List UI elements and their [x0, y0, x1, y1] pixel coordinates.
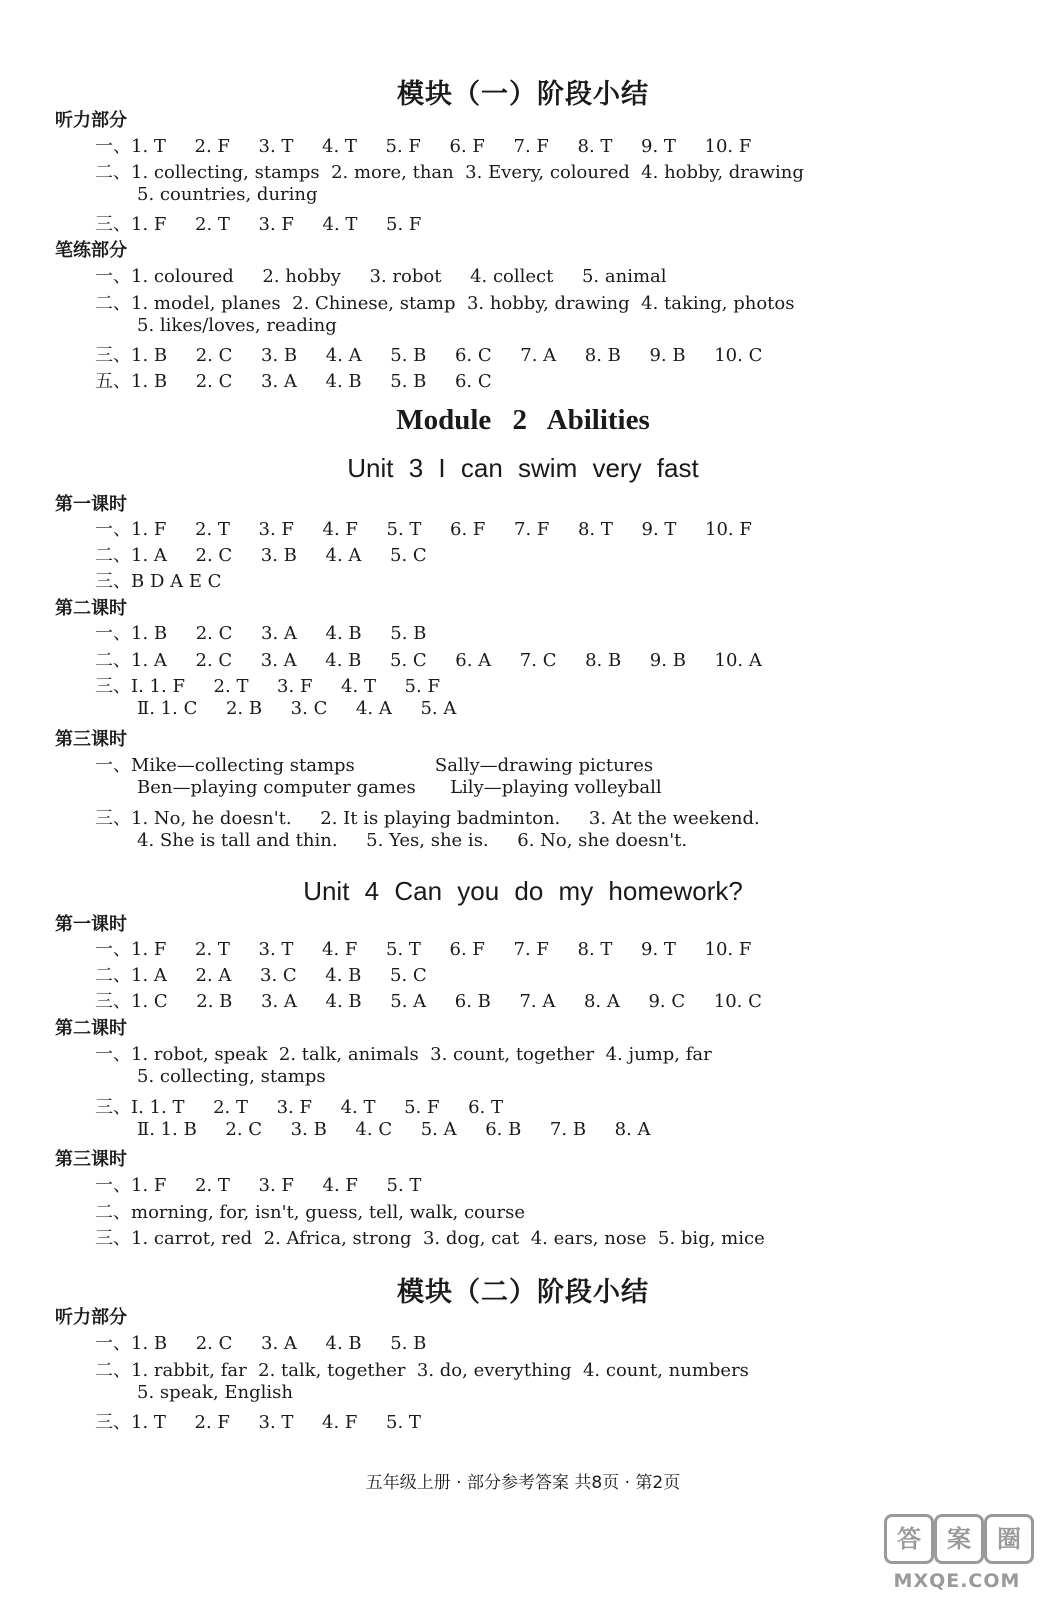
answer-line: 5. likes/loves, reading: [137, 315, 337, 336]
subsection-label: 第一课时: [55, 914, 127, 935]
answer-line: 三、1. F 2. T 3. F 4. T 5. F: [95, 214, 422, 235]
answer-line: 二、1. A 2. C 3. B 4. A 5. C: [95, 545, 427, 566]
answer-line: 一、Mike—collecting stamps Sally—drawing pictures: [95, 755, 654, 776]
answer-line: 二、1. A 2. C 3. A 4. B 5. C 6. A 7. C 8. B 9. B 10. A: [95, 650, 762, 671]
answer-line: 5. collecting, stamps: [137, 1066, 326, 1087]
answer-line: 三、1. T 2. F 3. T 4. F 5. T: [95, 1412, 421, 1433]
answer-line: Ⅱ. 1. C 2. B 3. C 4. A 5. A: [137, 698, 457, 719]
answer-line: 三、1. carrot, red 2. Africa, strong 3. dog, cat 4. ears, nose 5. big, mice: [95, 1228, 765, 1249]
answer-line: 一、1. F 2. T 3. F 4. F 5. T 6. F 7. F 8. T 9. T 10. F: [95, 519, 752, 540]
answer-line: 二、1. model, planes 2. Chinese, stamp 3. hobby, drawing 4. taking, photos: [95, 293, 795, 314]
subsection-label: 笔练部分: [55, 240, 127, 261]
subsection-label: 听力部分: [55, 110, 127, 131]
subsection-label: 第二课时: [55, 1018, 127, 1039]
watermark-url: MXQE.COM: [893, 1570, 1021, 1592]
page-footer: 五年级上册 · 部分参考答案 共8页 · 第2页: [365, 1473, 681, 1493]
subsection-label: 听力部分: [55, 1307, 127, 1328]
unit-heading: Unit 3 I can swim very fast: [347, 453, 699, 483]
answer-line: 二、1. A 2. A 3. C 4. B 5. C: [95, 965, 427, 986]
answer-line: 三、Ⅰ. 1. F 2. T 3. F 4. T 5. F: [95, 676, 440, 697]
answer-line: 一、1. robot, speak 2. talk, animals 3. count, together 4. jump, far: [95, 1044, 712, 1065]
answer-line: 二、morning, for, isn't, guess, tell, walk, course: [95, 1202, 525, 1223]
watermark-char: 案: [934, 1514, 984, 1564]
answer-line: 三、1. C 2. B 3. A 4. B 5. A 6. B 7. A 8. A 9. C 10. C: [95, 991, 762, 1012]
answer-line: 三、1. No, he doesn't. 2. It is playing badminton. 3. At the weekend.: [95, 808, 760, 829]
answer-line: 一、1. T 2. F 3. T 4. T 5. F 6. F 7. F 8. T 9. T 10. F: [95, 136, 752, 157]
watermark-char: 圈: [984, 1514, 1034, 1564]
answer-line: 一、1. coloured 2. hobby 3. robot 4. collect 5. animal: [95, 266, 667, 287]
subsection-label: 第一课时: [55, 494, 127, 515]
answer-line: 一、1. F 2. T 3. F 4. F 5. T: [95, 1175, 422, 1196]
section-heading: 模块（一）阶段小结: [397, 79, 649, 110]
answer-line: 三、Ⅰ. 1. T 2. T 3. F 4. T 5. F 6. T: [95, 1097, 503, 1118]
subsection-label: 第二课时: [55, 598, 127, 619]
subsection-label: 第三课时: [55, 729, 127, 750]
section-heading: 模块（二）阶段小结: [397, 1277, 649, 1308]
unit-heading: Unit 4 Can you do my homework?: [303, 876, 743, 906]
answer-line: 三、B D A E C: [95, 571, 222, 592]
watermark-logo: [882, 1512, 1032, 1592]
answer-line: Ben—playing computer games Lily—playing volleyball: [137, 777, 662, 798]
answer-line: 一、1. F 2. T 3. T 4. F 5. T 6. F 7. F 8. T 9. T 10. F: [95, 939, 752, 960]
answer-line: 五、1. B 2. C 3. A 4. B 5. B 6. C: [95, 371, 492, 392]
answer-line: 5. countries, during: [137, 184, 318, 205]
answer-line: 二、1. collecting, stamps 2. more, than 3. Every, coloured 4. hobby, drawing: [95, 162, 804, 183]
module-heading: Module 2 Abilities: [396, 404, 650, 436]
answer-line: 4. She is tall and thin. 5. Yes, she is. 6. No, she doesn't.: [137, 830, 688, 851]
answer-line: 5. speak, English: [137, 1382, 293, 1403]
answer-line: 三、1. B 2. C 3. B 4. A 5. B 6. C 7. A 8. B 9. B 10. C: [95, 345, 763, 366]
answer-line: 一、1. B 2. C 3. A 4. B 5. B: [95, 1333, 427, 1354]
answer-line: 二、1. rabbit, far 2. talk, together 3. do, everything 4. count, numbers: [95, 1360, 749, 1381]
subsection-label: 第三课时: [55, 1149, 127, 1170]
answer-line: 一、1. B 2. C 3. A 4. B 5. B: [95, 623, 427, 644]
answer-line: Ⅱ. 1. B 2. C 3. B 4. C 5. A 6. B 7. B 8. A: [137, 1119, 651, 1140]
watermark-char: 答: [884, 1514, 934, 1564]
